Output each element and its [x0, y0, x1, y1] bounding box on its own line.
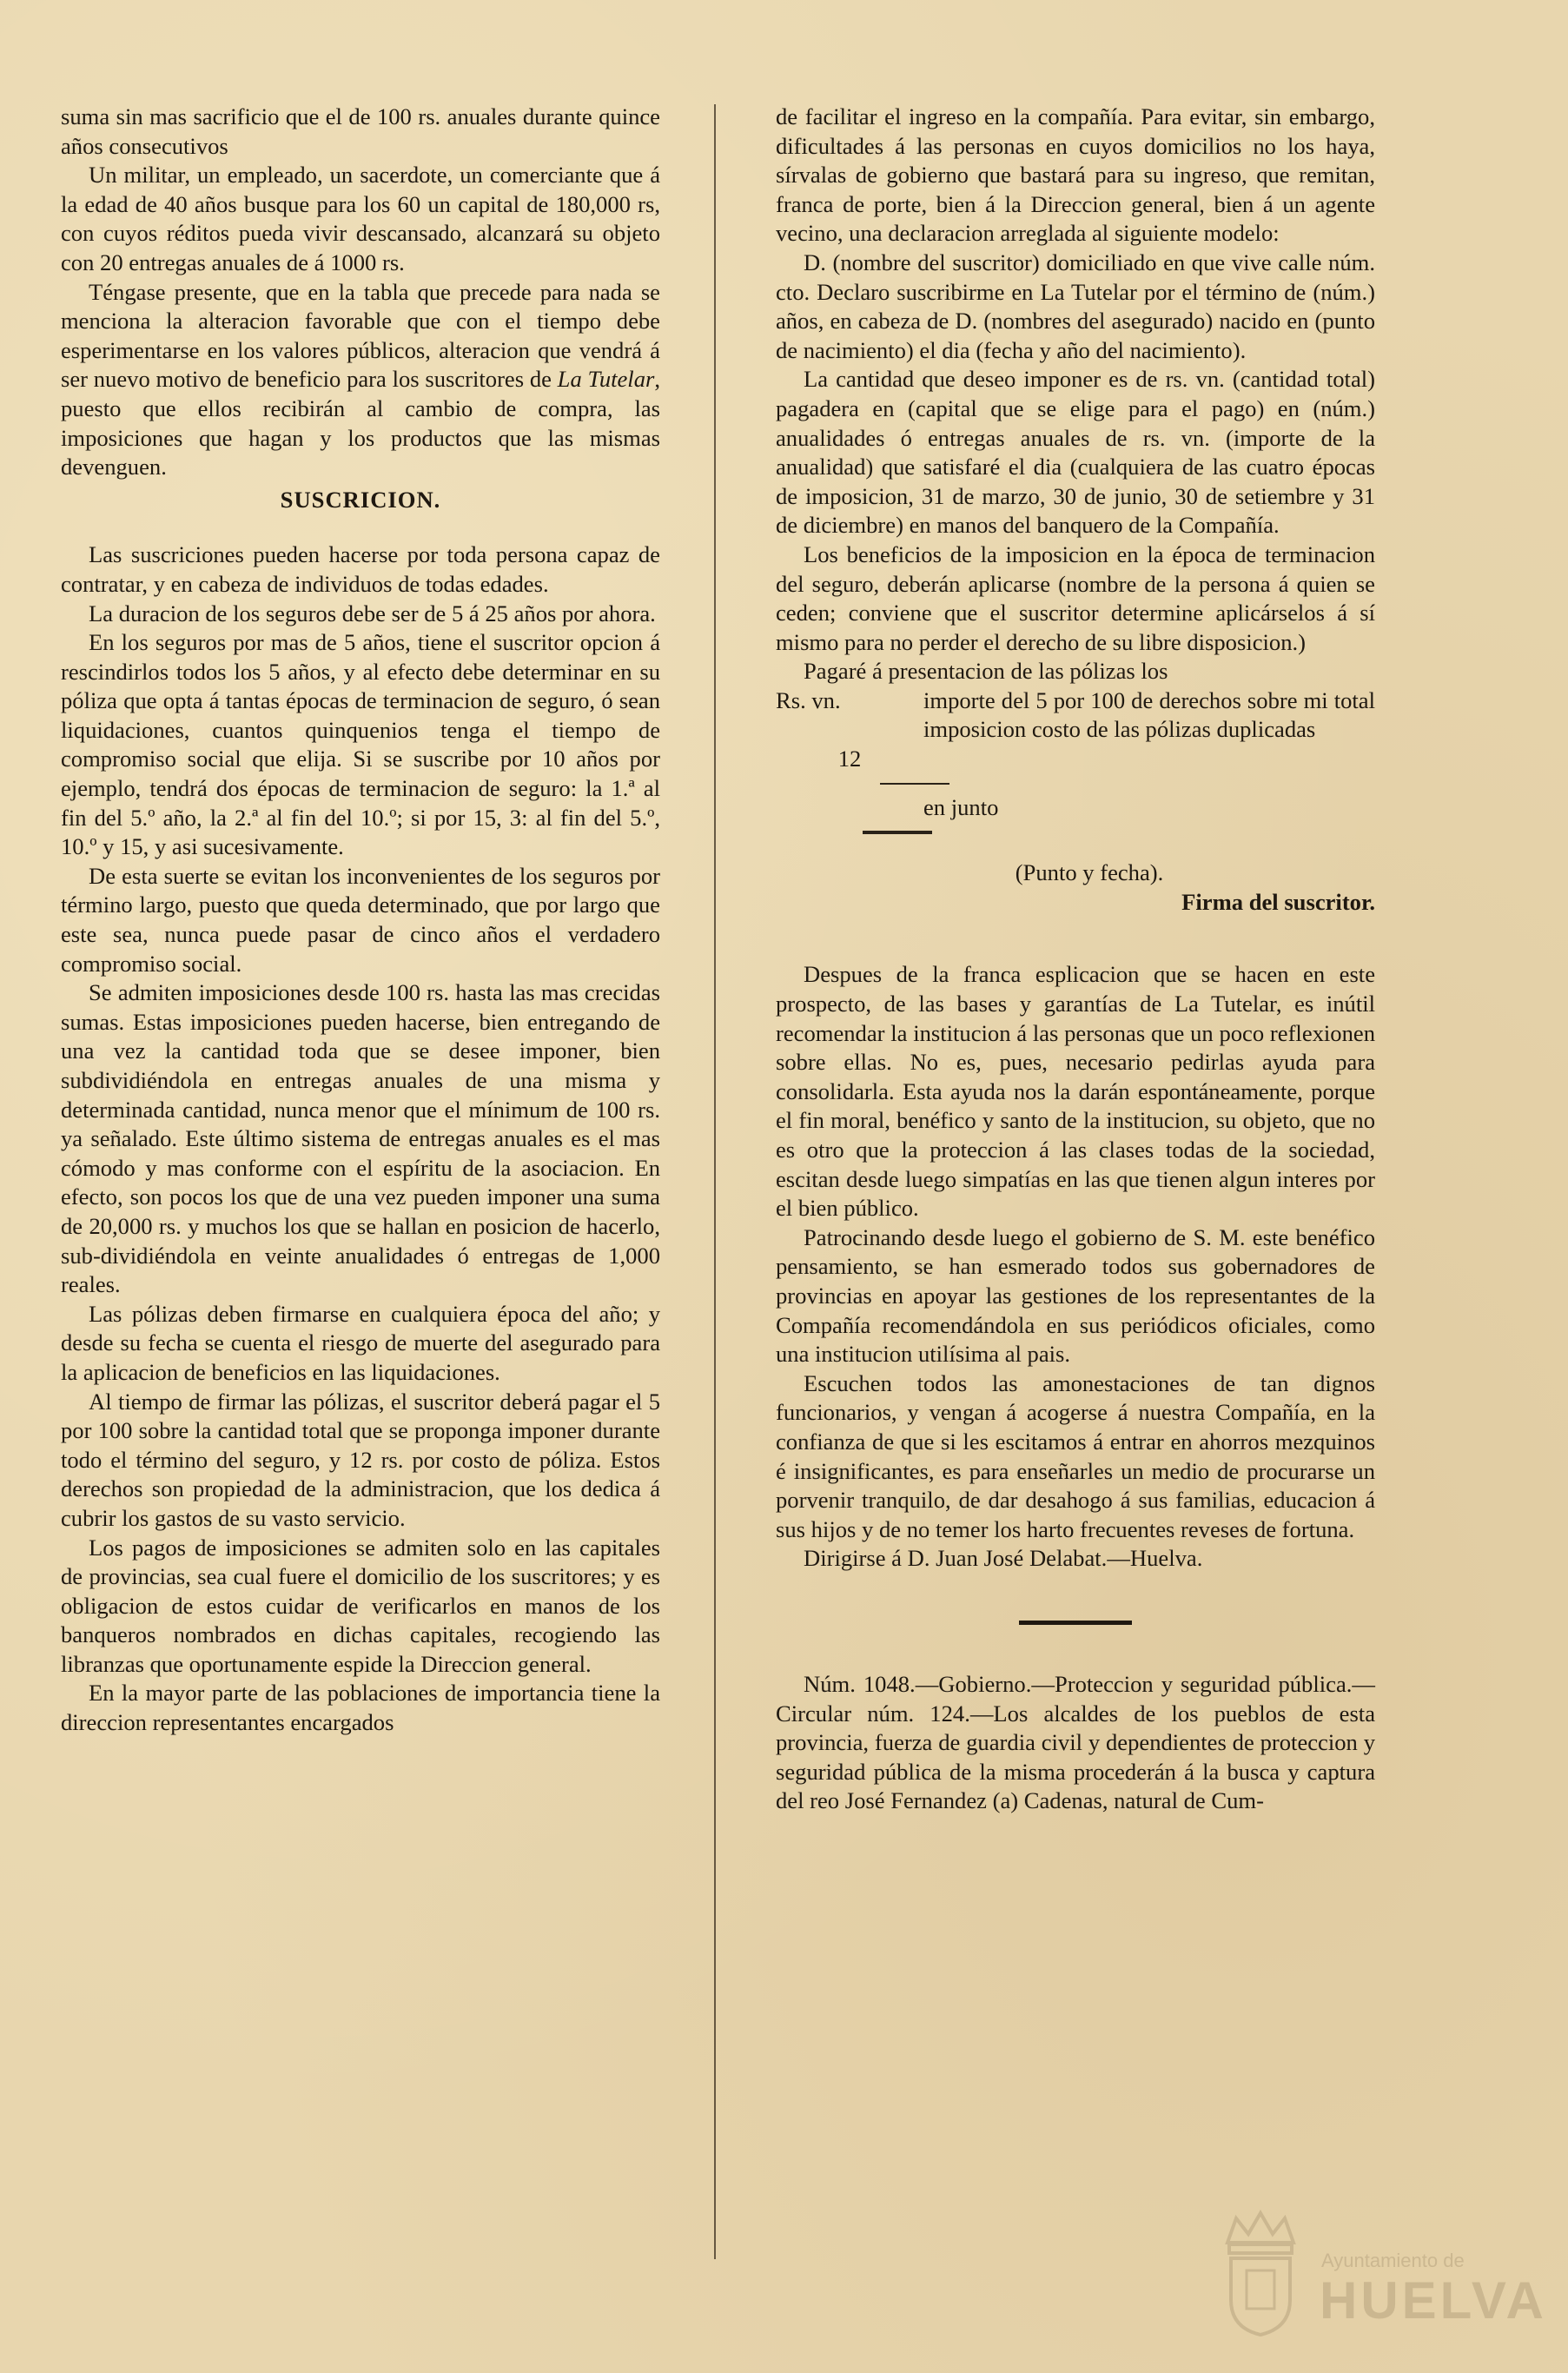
total-row — [776, 793, 1375, 823]
paragraph: La cantidad que deseo imponer es de rs. vn. (cantidad total) pagadera en (capital que se elige para el pago) en (núm.) anualidades ó entregas anuales de rs. vn. (importe de la anualidad) que satisfaré el dia (cualquiera de las cuatro épocas de imposicion, 31 de marzo, 30 de junio, 30 de setiembre y 31 de diciembre) en manos del banquero de la Compañía. — [776, 366, 1375, 539]
right-column — [776, 103, 1375, 1816]
paragraph: suma sin mas sacrificio que el de 100 rs. anuales durante quince años consecutivos — [61, 103, 660, 159]
paragraph: Al tiempo de firmar las pólizas, el suscritor deberá pagar el 5 por 100 sobre la cantidad total que se proponga imponer durante todo el término del seguro, y 12 rs. por costo de póliza. Estos derechos son propiedad de la administracion, que los dedica á cubrir los gastos de su vasto servicio. — [61, 1388, 660, 1531]
paragraph: Los pagos de imposiciones se admiten solo en las capitales de provincias, sea cual fuere el domicilio de los suscritores; y es obligacion de estos cuidar de verificarlos en manos de los banqueros nombrados en dichas capitales, recogiendo las libranzas que oportunamente espide la Direccion general. — [61, 1534, 660, 1677]
paragraph — [61, 278, 660, 482]
paragraph: Las suscriciones pueden hacerse por toda persona capaz de contratar, y en cabeza de individuos de todas edades. — [61, 541, 660, 597]
paragraph: De esta suerte se evitan los inconvenientes de los seguros por término largo, puesto que queda determinado, que por largo que este sea, nunca puede pasar de cinco años el verdadero compromiso social. — [61, 862, 660, 977]
company-name: La Tutelar — [557, 366, 655, 393]
paragraph: Se admiten imposiciones desde 100 rs. hasta las mas crecidas sumas. Estas imposiciones pueden hacerse, bien entregando de una vez la cantidad toda que se desee imponer, bien subdividiéndola en entregas anuales de una misma y determinada cantidad, nunca menor que el mínimum de 100 rs. ya señalado. Este último sistema de entregas anuales es el mas cómodo y mas conforme con el espíritu de la asociacion. En efecto, son pocos los que de una vez pueden imponer una suma de 20,000 rs. y muchos los que se hallan en posicion de hacerlo, sub-dividiéndola en veinte anualidades ó entregas de 1,000 reales. — [61, 979, 660, 1298]
text-span: Téngase presente, que en la tabla que precede para nada se menciona la alteracion favorable que con el tiempo debe esperimentarse en los valores públicos, alteracion que vendrá á ser nuevo motivo de beneficio para los suscritores de — [61, 278, 660, 393]
total-label: en junto — [923, 793, 999, 820]
paragraph: La duracion de los seguros debe ser de 5 á 25 años por ahora. — [89, 600, 656, 626]
paragraph: Los beneficios de la imposicion en la época de terminacion del seguro, deberán aplicarse (nombre de la persona á quien se ceden; conviene que el suscritor determine aplicárselos á sí mismo para no perder el derecho de su libre disposicion.) — [776, 540, 1375, 655]
watermark — [1219, 2208, 1547, 2347]
double-rule — [863, 831, 932, 834]
left-column — [61, 103, 660, 1738]
cost-value: 12 — [837, 746, 862, 772]
place-date: (Punto y fecha). — [1015, 859, 1164, 886]
paragraph: Pagaré á presentacion de las pólizas los — [804, 658, 1168, 685]
form-model: D. (nombre del suscritor) domiciliado en que vive calle núm. cto. Declaro suscribirme en La Tutelar por el término de (núm.) años, en cabeza de D. (nombres del asegurado) nacido en (punto de nacimiento) el dia (fecha y año del nacimiento). — [776, 249, 1375, 363]
paragraph: Patrocinando desde luego el gobierno de S. M. este benéfico pensamiento, se han esmerado todos sus gobernadores de provincias en apoyar las gestiones de los representantes de la Compañía recomendándola en sus periódicos oficiales, como una institucion utilísima al pais. — [776, 1223, 1375, 1368]
paragraph: Despues de la franca esplicacion que se hacen en este prospecto, de las bases y garantías de La Tutelar, es inútil recomendar la institucion á las personas que un poco reflexionen sobre ellas. No es, pues, necesario pedirlas ayuda para consolidarla. Esta ayuda nos la darán espontáneamente, porque el fin moral, benéfico y santo de la institucion, su objeto, que no es otro que la proteccion á las clases todas de la sociedad, escitan desde luego simpatías en las que tienen algun interes por el bien público. — [776, 961, 1375, 1222]
section-separator — [1019, 1621, 1132, 1625]
rs-label: Rs. vn. — [776, 686, 841, 713]
circular-notice: Núm. 1048.—Gobierno.—Proteccion y seguridad pública.—Circular núm. 124.—Los alcaldes de los pueblos de esta provincia, fuerza de guardia civil y dependientes de proteccion y seguridad pública de la misma procederán á la busca y captura del reo José Fernandez (a) Cadenas, natural de Cum- — [776, 1670, 1375, 1814]
watermark-line2: HUELVA — [1320, 2271, 1547, 2330]
signature: Firma del suscritor. — [1181, 888, 1375, 915]
paragraph: Un militar, un empleado, un sacerdote, un comerciante que á la edad de 40 años busque para los 60 un capital de 180,000 rs, con cuyos réditos pueda vivir descansado, alcanzará su objeto con 20 entregas anuales de á 1000 rs. — [61, 162, 660, 275]
paragraph: En la mayor parte de las poblaciones de importancia tiene la direccion representantes encargados — [61, 1680, 660, 1736]
payment-row — [776, 686, 1375, 745]
address-line: Dirigirse á D. Juan José Delabat.—Huelva. — [804, 1545, 1203, 1572]
text-span: , puesto que ellos recibirán al cambio de compra, las imposiciones que hagan y los productos que las mismas devenguen. — [61, 366, 660, 481]
short-rule — [880, 783, 949, 785]
column-divider — [714, 104, 716, 2259]
paragraph: En los seguros por mas de 5 años, tiene el suscritor opcion á rescindirlos todos los 5 años, y al efecto debe determinar en su póliza que opta á tantas épocas de terminacion de seguro, ó sean liquidaciones, cuantos quinquenios tenga el tiempo de compromiso social que elija. Si se suscribe por 10 años por ejemplo, tendrá dos épocas de terminacion de seguro: la 1.ª al fin del 5.º año, la 2.ª al fin del 10.º; si por 15, 3: al fin del 5.º, 10.º y 15, y asi sucesivamente. — [61, 629, 660, 860]
paragraph: Escuchen todos las amonestaciones de tan dignos funcionarios, y vengan á acogerse á nuestra Compañía, en la confianza de que si les escitamos á entrar en ahorros mezquinos é insignificantes, es para enseñarles un medio de procurarse un porvenir tranquilo, de dar desahogo á sus familias, educacion á sus hijos y de no temer los harto frecuentes reveses de fortuna. — [776, 1369, 1375, 1542]
paragraph: Las pólizas deben firmarse en cualquiera época del año; y desde su fecha se cuenta el riesgo de muerte del asegurado para la aplicacion de beneficios en las liquidaciones. — [61, 1300, 660, 1385]
section-heading: SUSCRICION. — [280, 486, 441, 513]
watermark-line1: Ayuntamiento de — [1321, 2250, 1465, 2271]
crown-shield-icon — [1219, 2208, 1302, 2338]
paragraph: de facilitar el ingreso en la compañía. Para evitar, sin embargo, dificultades á las personas en cuyos domicilios no los haya, sírvalas de gobierno que bastará para su ingreso, que remitan, franca de porte, bien á la Direccion general, bien á un agente vecino, una declaracion arreglada al siguiente modelo: — [776, 103, 1375, 247]
cost-row — [776, 745, 1375, 774]
payment-description: importe del 5 por 100 de derechos sobre mi total imposicion costo de las pólizas duplicadas — [923, 686, 1375, 743]
